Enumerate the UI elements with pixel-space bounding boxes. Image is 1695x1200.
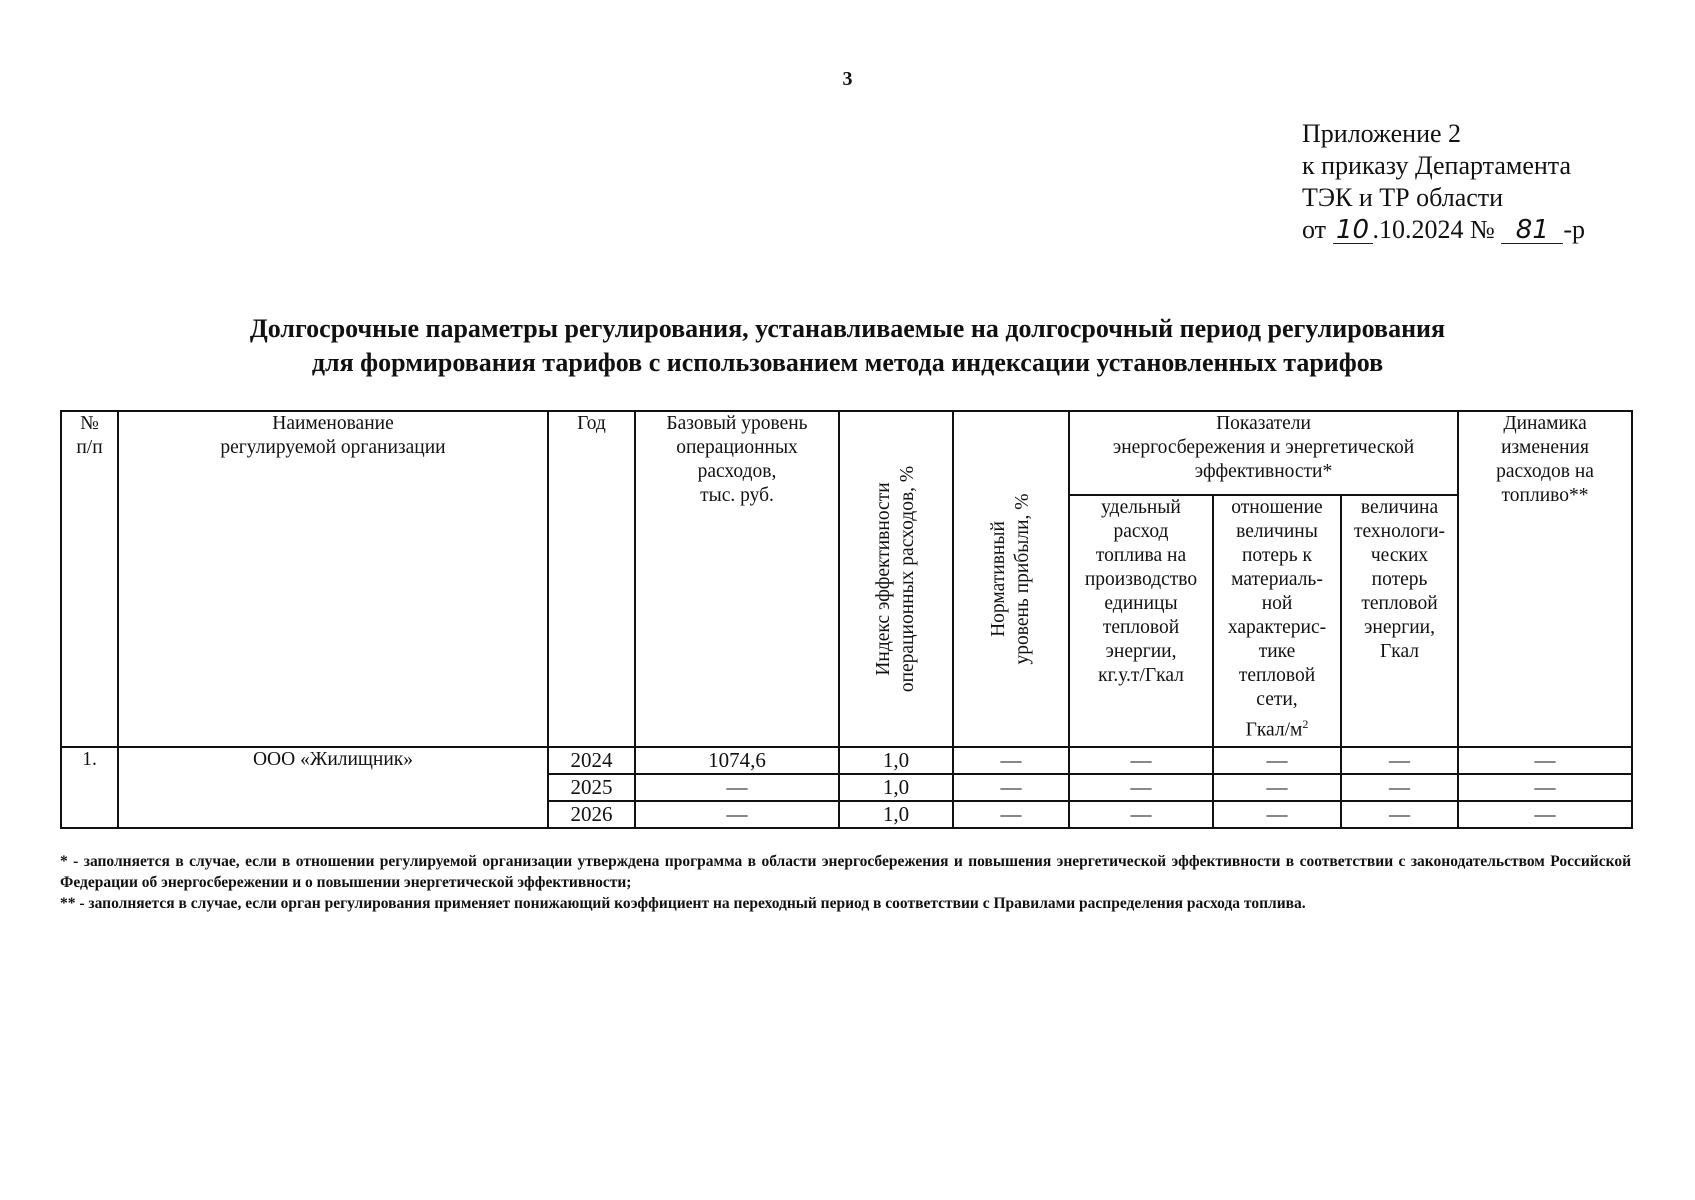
header-fuel-l8: кг.у.т/Гкал [1098, 665, 1184, 686]
cell-base: — [635, 801, 839, 828]
cell-index: 1,0 [839, 774, 953, 801]
header-fuel-l4: производство [1084, 569, 1198, 590]
header-base-line3: расходов, [697, 461, 777, 482]
header-energy-line3: эффективности* [1194, 461, 1333, 482]
cell-index: 1,0 [839, 747, 953, 774]
header-tech-losses [1341, 495, 1458, 747]
document-title [0, 312, 1695, 380]
header-ratio-l10 [1214, 712, 1340, 743]
header-year [548, 411, 635, 747]
header-num [61, 411, 118, 747]
order-number-handwritten: 81 [1501, 217, 1563, 244]
header-ratio-l7: тике [1258, 641, 1296, 662]
cell-year: 2024 [548, 747, 635, 774]
header-dyn-line4: топливо** [1501, 485, 1589, 506]
cell-fuel: — [1069, 747, 1213, 774]
header-ratio-l1: отношение [1231, 497, 1323, 518]
header-loss-l1: величина [1360, 497, 1439, 518]
cell-index: 1,0 [839, 801, 953, 828]
header-loss-l3: ческих [1370, 545, 1429, 566]
header-loss-l4: потерь [1371, 569, 1428, 590]
cell-fuel: — [1069, 801, 1213, 828]
date-rest: .10.2024 № [1372, 215, 1495, 244]
header-fuel-l1: удельный [1101, 497, 1181, 518]
cell-dyn: — [1458, 774, 1632, 801]
header-ratio-l4: материаль- [1231, 569, 1323, 590]
cell-fuel: — [1069, 774, 1213, 801]
header-org-line2: регулируемой организации [220, 437, 446, 458]
cell-ratio: — [1213, 801, 1341, 828]
header-num-line2: п/п [76, 437, 103, 458]
date-day-handwritten: 10 [1333, 217, 1373, 244]
cell-year: 2026 [548, 801, 635, 828]
cell-loss: — [1341, 774, 1458, 801]
header-loss-ratio [1213, 495, 1341, 747]
header-dyn-line1: Динамика [1503, 413, 1587, 434]
header-index-line1: Индекс эффективности [873, 482, 894, 676]
cell-profit: — [953, 801, 1069, 828]
order-suffix: -р [1563, 215, 1586, 244]
header-base-level [635, 411, 839, 747]
header-loss-l6: энергии, [1364, 617, 1435, 638]
footnotes [60, 851, 1631, 914]
header-energy-line2: энергосбережения и энергетической [1112, 437, 1415, 458]
cell-profit: — [953, 747, 1069, 774]
header-dyn-line2: изменения [1501, 437, 1589, 458]
row-organization: ООО «Жилищник» [118, 747, 548, 828]
header-base-line1: Базовый уровень [666, 413, 808, 434]
header-profit-line1: Нормативный [988, 521, 1009, 637]
table-row [61, 747, 1632, 774]
cell-loss: — [1341, 747, 1458, 774]
header-loss-l5: тепловой [1361, 593, 1438, 614]
cell-ratio: — [1213, 774, 1341, 801]
row-number: 1. [61, 747, 118, 828]
footnote-2: ** - заполняется в случае, если орган регулирования применяет понижающий коэффициент на переходный период в соответствии с Правилами распределения расхода топлива. [60, 895, 1306, 912]
header-fuel-l3: топлива на [1095, 545, 1187, 566]
header-ratio-l3: потерь к [1241, 545, 1313, 566]
header-base-line4: тыс. руб. [700, 485, 774, 506]
header-ratio-l5: ной [1261, 593, 1293, 614]
header-ratio-l6: характерис- [1227, 617, 1327, 638]
header-fuel-l7: энергии, [1105, 641, 1177, 662]
header-fuel-l6: тепловой [1102, 617, 1180, 638]
header-profit-level [953, 411, 1069, 747]
header-year-text: Год [577, 413, 606, 434]
title-line-2: для формирования тарифов с использованием метода индексации установленных тарифов [311, 348, 1384, 377]
appendix-block [1302, 118, 1585, 246]
page-number: 3 [842, 68, 853, 90]
footnote-1: * - заполняется в случае, если в отношении регулируемой организации утверждена программа в области энергосбережения и повышения энергетической эффективности в соответствии с законодательством Российской Федерации об энергосбережении и о повышении энергетической эффективности; [60, 853, 1631, 891]
parameters-table [60, 410, 1633, 829]
appendix-date-line [1302, 214, 1585, 246]
header-ratio-l9: сети, [1256, 689, 1298, 710]
header-specific-fuel [1069, 495, 1213, 747]
header-fuel-l2: расход [1113, 521, 1169, 542]
header-fuel-dynamics [1458, 411, 1632, 747]
header-index-line2: операционных расходов, % [897, 465, 918, 693]
header-energy-line1: Показатели [1216, 413, 1311, 434]
header-dyn-line3: расходов на [1496, 461, 1594, 482]
header-base-line2: операционных [676, 437, 798, 458]
cell-dyn: — [1458, 801, 1632, 828]
appendix-line-3: ТЭК и ТР области [1302, 183, 1504, 212]
cell-base: 1074,6 [635, 747, 839, 774]
header-ratio-unit: Гкал/м [1245, 719, 1303, 741]
cell-ratio: — [1213, 747, 1341, 774]
header-fuel-l5: единицы [1104, 593, 1178, 614]
header-ratio-sup: 2 [1302, 717, 1309, 731]
header-profit-line2: уровень прибыли, % [1012, 493, 1033, 665]
header-efficiency-index [839, 411, 953, 747]
header-ratio-l2: величины [1236, 521, 1318, 542]
header-org-line1: Наименование [272, 413, 394, 434]
date-prefix: от [1302, 215, 1327, 244]
header-ratio-l8: тепловой [1238, 665, 1316, 686]
appendix-line-1: Приложение 2 [1302, 119, 1462, 148]
title-line-1: Долгосрочные параметры регулирования, устанавливаемые на долгосрочный период регулирования [249, 314, 1446, 343]
header-energy-group [1069, 411, 1458, 495]
cell-profit: — [953, 774, 1069, 801]
header-organization [118, 411, 548, 747]
header-row-1 [61, 411, 1632, 495]
cell-base: — [635, 774, 839, 801]
header-loss-l7: Гкал [1380, 641, 1420, 662]
appendix-line-2: к приказу Департамента [1302, 151, 1572, 180]
header-loss-l2: технологи- [1354, 521, 1446, 542]
cell-loss: — [1341, 801, 1458, 828]
header-num-line1: № [80, 413, 99, 434]
cell-dyn: — [1458, 747, 1632, 774]
cell-year: 2025 [548, 774, 635, 801]
